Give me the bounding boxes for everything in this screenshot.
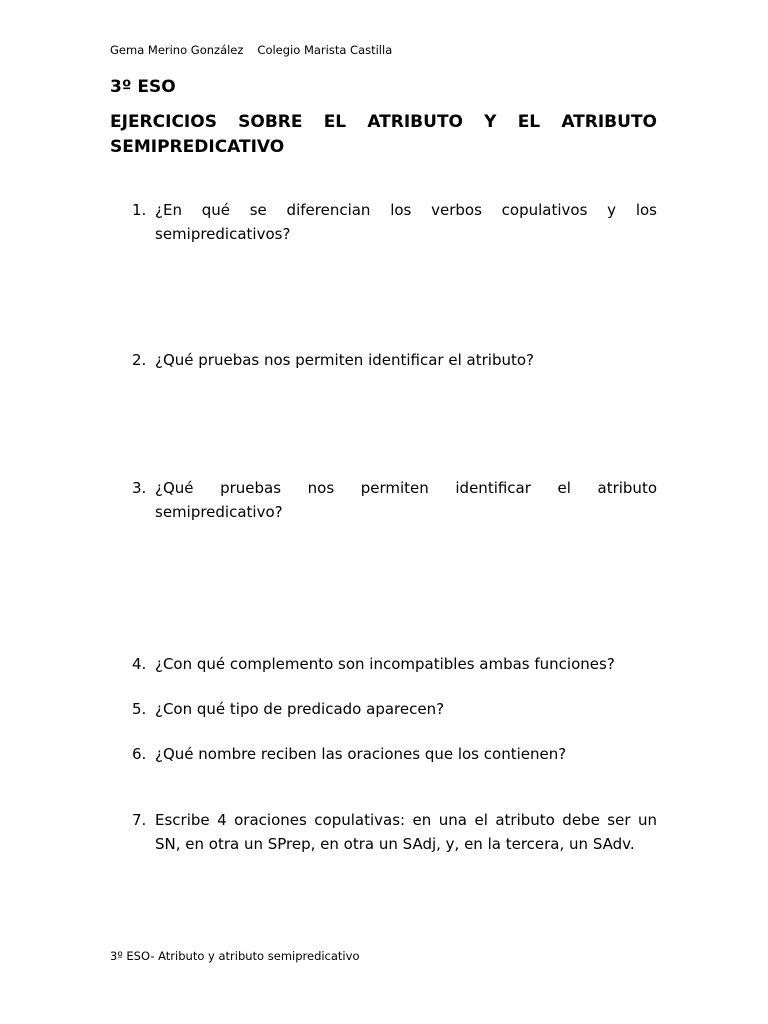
question-text: ¿Qué nombre reciben las oraciones que los contienen?	[155, 745, 567, 763]
question-number: 2.	[132, 351, 147, 369]
question-number: 6.	[132, 745, 147, 763]
question-7	[132, 809, 657, 856]
author-name: Gema Merino González	[110, 43, 244, 57]
document-title	[110, 110, 657, 160]
question-6	[132, 743, 657, 767]
question-text: Escribe 4 oraciones copulativas: en una el atributo debe ser un SN, en otra un SPrep, en otra un SAdj, y, en la tercera, un SAdv.	[155, 811, 657, 853]
question-2	[132, 349, 657, 373]
question-4	[132, 653, 657, 677]
question-number: 1.	[132, 201, 147, 219]
question-number: 5.	[132, 700, 147, 718]
question-text: ¿Qué pruebas nos permiten identificar el atributo semipredicativo?	[155, 479, 657, 521]
question-number: 4.	[132, 655, 147, 673]
question-text: ¿Con qué tipo de predicado aparecen?	[155, 700, 445, 718]
title-line-2: SEMIPREDICATIVO	[110, 137, 285, 157]
school-name: Colegio Marista Castilla	[257, 43, 393, 57]
question-text: ¿En qué se diferencian los verbos copulativos y los semipredicativos?	[155, 201, 657, 243]
question-1	[132, 199, 657, 246]
question-text: ¿Qué pruebas nos permiten identificar el atributo?	[155, 351, 534, 369]
course-heading: 3º ESO	[110, 77, 176, 97]
title-line-1: EJERCICIOS SOBRE EL ATRIBUTO Y EL ATRIBUTO	[110, 112, 657, 132]
question-number: 7.	[132, 811, 147, 829]
question-number: 3.	[132, 479, 147, 497]
question-3	[132, 477, 657, 524]
question-text: ¿Con qué complemento son incompatibles ambas funciones?	[155, 655, 615, 673]
question-5	[132, 698, 657, 722]
page-header	[110, 43, 392, 57]
page-footer: 3º ESO- Atributo y atributo semipredicativo	[110, 949, 360, 963]
